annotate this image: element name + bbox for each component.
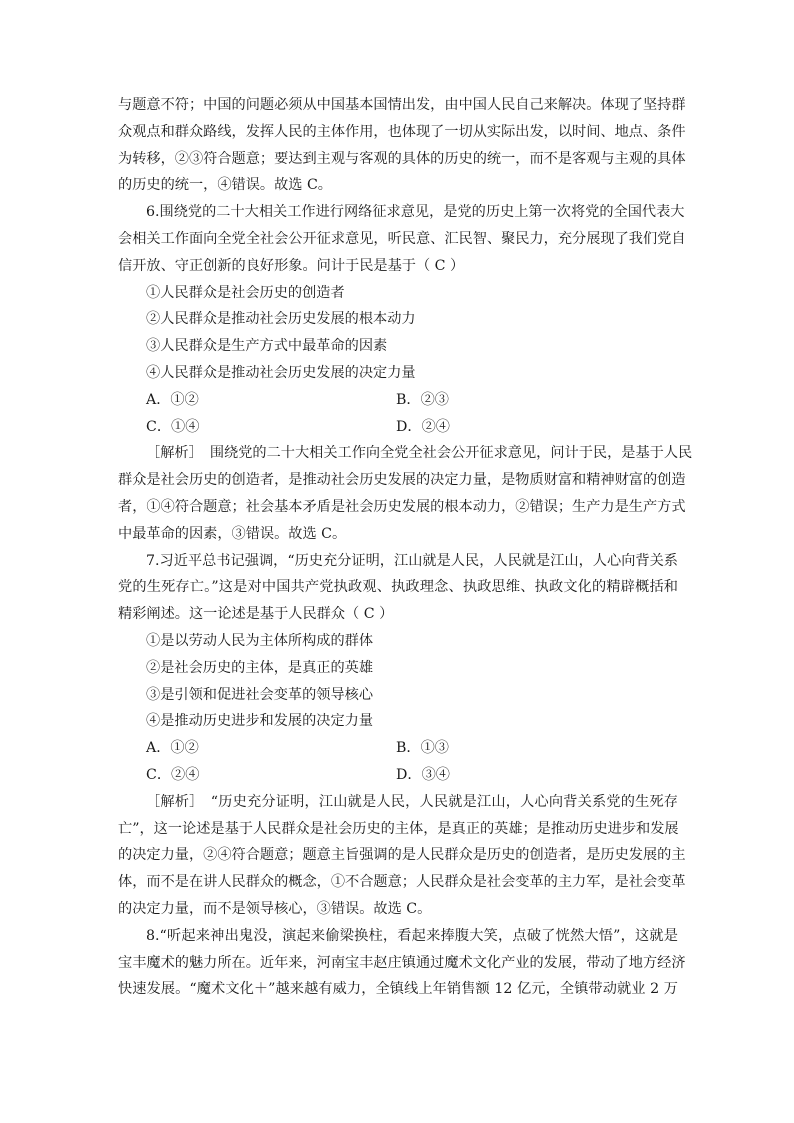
text-line: 的历史的统一，④错误。故选 C。 <box>118 177 332 194</box>
option-b: B．①③ <box>396 740 449 757</box>
statement-item: ①人民群众是社会历史的创造者 <box>146 284 345 301</box>
option-b: B．②③ <box>396 391 449 408</box>
statement-item: ③是引领和促进社会变革的领导核心 <box>146 686 374 703</box>
question-7 <box>118 548 686 923</box>
question-stem-line: 精彩阐述。这一论述是基于人民群众（ C ） <box>118 606 394 623</box>
option-d: D．③④ <box>396 766 450 783</box>
question-stem-line: 7.习近平总书记强调，“历史充分证明，江山就是人民，人民就是江山，人心向背关系 <box>146 552 678 569</box>
paragraph-continuation <box>118 92 686 199</box>
question-stem-line: 快速发展。“魔术文化＋”越来越有威力，全镇线上年销售额 12 亿元，全镇带动就业 2 万 <box>118 981 678 998</box>
statement-item: ④人民群众是推动社会历史发展的决定力量 <box>146 364 416 381</box>
question-6 <box>118 199 693 547</box>
option-c: C．①④ <box>146 418 200 435</box>
analysis-line: 体，而不是在讲人民群众的概念，①不合题意；人民群众是社会变革的主力军，是社会变革 <box>118 874 686 891</box>
analysis-line: 中最革命的因素，③错误。故选 C。 <box>118 525 347 542</box>
analysis-line: 者，①④符合题意；社会基本矛盾是社会历史发展的根本动力，②错误；生产力是生产方式 <box>118 498 686 515</box>
answer-options-row <box>118 762 678 789</box>
option-a: A．①② <box>146 391 199 408</box>
text-line: 众观点和群众路线，发挥人民的主体作用，也体现了一切从实际出发，以时间、地点、条件 <box>118 123 686 140</box>
option-a: A．①② <box>146 740 199 757</box>
statement-item: ①是以劳动人民为主体所构成的群体 <box>146 632 374 649</box>
question-stem-line: 信开放、守正创新的良好形象。问计于民是基于（ C ） <box>118 257 465 274</box>
question-stem-line: 6.围绕党的二十大相关工作进行网络征求意见，是党的历史上第一次将党的全国代表大 <box>146 204 685 221</box>
statement-item: ③人民群众是生产方式中最革命的因素 <box>146 338 388 355</box>
statement-item: ④是推动历史进步和发展的决定力量 <box>146 713 374 730</box>
option-c: C．②④ <box>146 766 200 783</box>
analysis-line: 群众是社会历史的创造者，是推动社会历史发展的决定力量，是物质财富和精神财富的创造 <box>118 472 686 489</box>
answer-options-row <box>118 735 678 762</box>
analysis-line: ［解析］ 围绕党的二十大相关工作向全党全社会公开征求意见，问计于民，是基于人民 <box>146 445 693 462</box>
statement-item: ②人民群众是推动社会历史发展的根本动力 <box>146 311 416 328</box>
analysis-line: 的决定力量，而不是领导核心，③错误。故选 C。 <box>118 900 432 917</box>
statement-item: ②是社会历史的主体，是真正的英雄 <box>146 659 374 676</box>
answer-options-row <box>118 387 678 414</box>
answer-options-row <box>118 414 678 441</box>
text-line: 与题意不符；中国的问题必须从中国基本国情出发，由中国人民自己来解决。体现了坚持群 <box>118 97 686 113</box>
question-stem-line: 会相关工作面向全党全社会公开征求意见，听民意、汇民智、聚民力，充分展现了我们党自 <box>118 230 686 247</box>
analysis-line: 亡”，这一论述是基于人民群众是社会历史的主体，是真正的英雄；是推动历史进步和发展 <box>118 820 679 837</box>
analysis-line: 的决定力量，②④符合题意；题意主旨强调的是人民群众是历史的创造者，是历史发展的主 <box>118 847 686 864</box>
analysis-line: ［解析］ “历史充分证明，江山就是人民，人民就是江山，人心向背关系党的生死存 <box>146 793 678 810</box>
question-stem-line: 党的生死存亡。”这是对中国共产党执政观、执政理念、执政思维、执政文化的精辟概括和 <box>118 579 678 596</box>
question-stem-line: 宝丰魔术的魅力所在。近年来，河南宝丰赵庄镇通过魔术文化产业的发展，带动了地方经济 <box>118 954 686 971</box>
question-8 <box>118 923 686 1003</box>
text-line: 为转移，②③符合题意；要达到主观与客观的具体的历史的统一，而不是客观与主观的具体 <box>118 150 686 167</box>
document-page <box>118 92 693 1003</box>
question-stem-line: 8.“听起来神出鬼没，演起来偷梁换柱，看起来捧腹大笑，点破了恍然大悟”，这就是 <box>146 927 678 944</box>
option-d: D．②④ <box>396 418 450 435</box>
